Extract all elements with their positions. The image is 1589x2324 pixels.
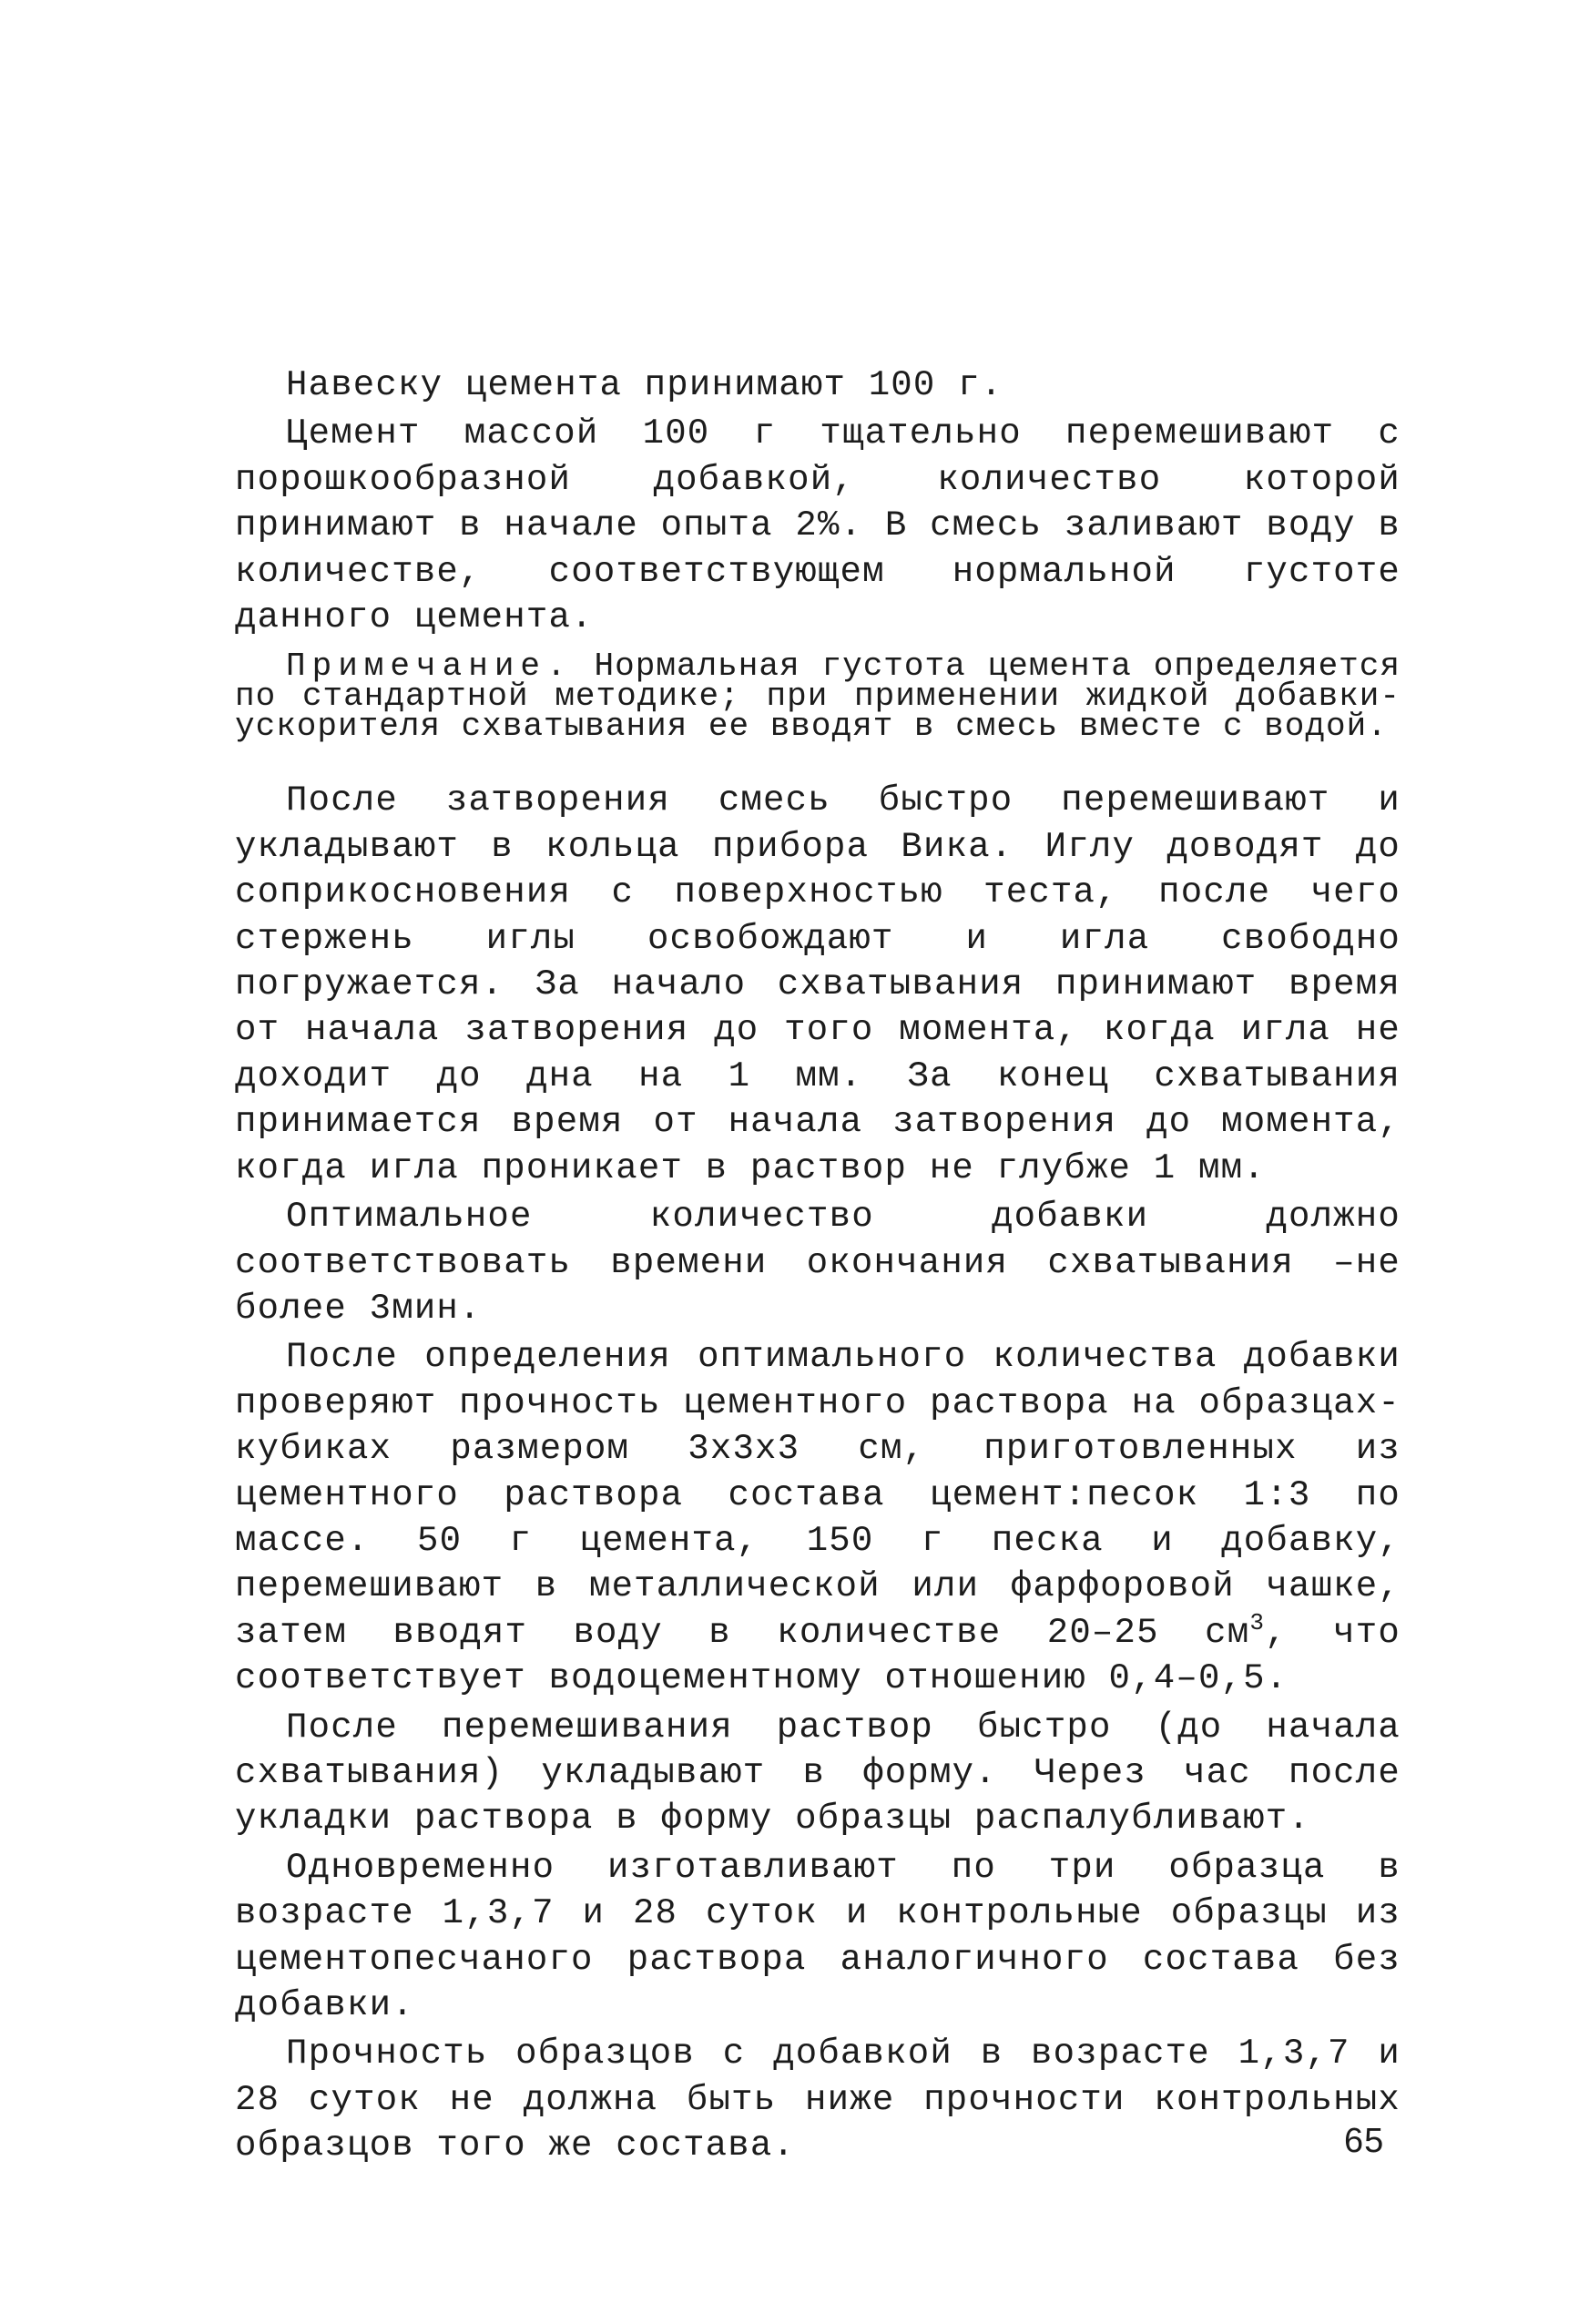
paragraph-setting-time: После затворения смесь быстро перемешивают и укладывают в кольца прибора Вика. Иглу доводят до соприкосновения с поверхностью теста, после чего стержень иглы освобождают и игла свободно погружается. За начало схватывания принимают время от начала затворения до того момента, когда игла не доходит до дна на 1 мм. За конец схватывания принимается время от начала затворения до момента, когда игла проникает в раствор не глубже 1 мм. [235,780,1401,1188]
paragraph-molding: После перемешивания раствор быстро (до начала схватывания) укладывают в форму. Через час после укладки раствора в форму образцы распалубливают. [235,1707,1401,1840]
superscript-3: 3 [1249,1608,1266,1636]
note [235,647,1401,746]
strength-test-text-end: , что соответствует водоцементному отношению 0,4–0,5. [235,1612,1401,1699]
note-text: Нормальная густота цемента определяется по стандартной методике; при применении жидкой добавки-ускорителя схватывания ее вводят в смесь вместе с водой. [235,647,1401,746]
body-text [235,362,1401,2172]
paragraph-optimal-amount: Оптимальное количество добавки должно соответствовать времени окончания схватывания –не более 3мин. [235,1197,1401,1329]
note-label: Примечание. [286,647,573,686]
paragraph-strength-requirement: Прочность образцов с добавкой в возрасте 1,3,7 и 28 суток не должна быть ниже прочности контрольных образцов того же состава. [235,2034,1401,2166]
strength-test-text: После определения оптимального количества добавки проверяют прочность цементного раствора на образцах-кубиках размером 3x3x3 см, приготовленных из цементного раствора состава цемент:песок 1:3 по массе. 50 г цемента, 150 г песка и добавку, перемешивают в металлической или фарфоровой чашке, затем вводят воду в количестве 20–25 см [235,1337,1401,1653]
paragraph-mixing: Цемент массой 100 г тщательно перемешивают с порошкообразной добавкой, количество которой принимают в начале опыта 2%. В смесь заливают воду в количестве, соответствующем нормальной густоте данного цемента. [235,413,1401,638]
paragraph-cement-sample: Навеску цемента принимают 100 г. [286,365,1003,405]
page-number: 65 [1344,2122,1385,2160]
paragraph-samples: Одновременно изготавливают по три образца в возрасте 1,3,7 и 28 суток и контрольные образцы из цементопесчаного раствора аналогичного состава без добавки. [235,1847,1401,2025]
paragraph-strength-test [235,1334,1401,1701]
